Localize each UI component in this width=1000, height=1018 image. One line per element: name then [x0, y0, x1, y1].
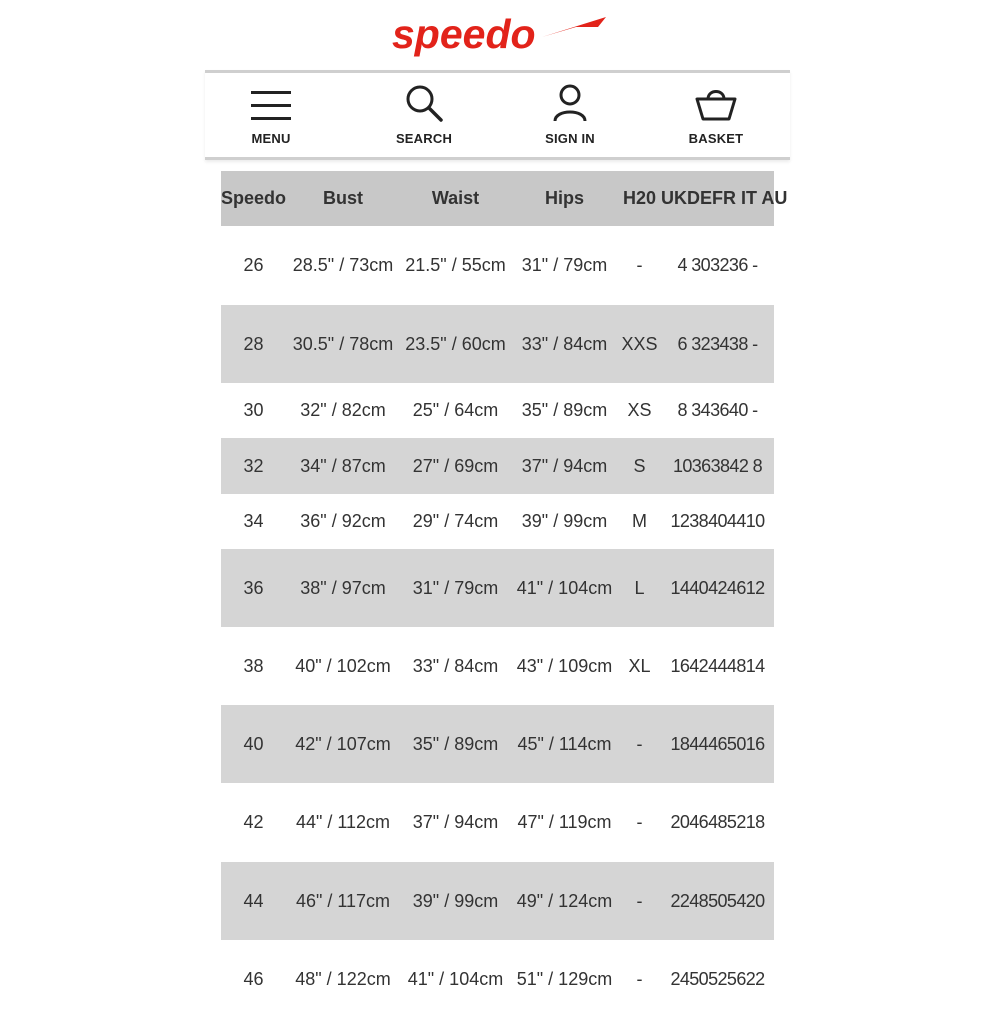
cell-speedo: 30: [243, 400, 264, 420]
nav-menu-button[interactable]: [211, 73, 331, 157]
cell-bust: 36" / 92cm: [300, 511, 386, 531]
size-chart-table: [221, 171, 788, 1018]
cell-h20: -: [618, 705, 661, 783]
table-row: [221, 783, 774, 862]
cell-uk-de-fr-it-au: 10363842 8: [661, 438, 774, 494]
cell-speedo: 42: [243, 812, 264, 832]
cell-bust: 32" / 82cm: [300, 400, 386, 420]
cell-hips: 45" / 114cm: [511, 705, 618, 783]
cell-h20: XL: [628, 655, 651, 676]
cell-bust: 42" / 107cm: [286, 705, 400, 783]
cell-hips: 51" / 129cm: [516, 968, 613, 989]
table-row: [221, 705, 774, 783]
cell-waist: 41" / 104cm: [407, 968, 504, 989]
header-waist: Waist: [400, 171, 511, 226]
cell-hips: 39" / 99cm: [521, 511, 608, 531]
cell-hips: 49" / 124cm: [511, 862, 618, 940]
speedo-logo[interactable]: [392, 10, 608, 58]
cell-uk-de-fr-it-au: 1844465016: [661, 705, 774, 783]
header-speedo: Speedo: [221, 171, 286, 226]
cell-speedo: 32: [221, 438, 286, 494]
cell-bust: 46" / 117cm: [286, 862, 400, 940]
cell-speedo: 34: [243, 511, 264, 531]
cell-hips: 47" / 119cm: [517, 812, 612, 832]
nav-sign-in-button[interactable]: [510, 73, 630, 157]
cell-waist: 37" / 94cm: [412, 812, 499, 832]
header-h20: H20: [618, 171, 661, 226]
search-icon: [404, 83, 444, 123]
cell-waist: 33" / 84cm: [412, 655, 499, 676]
nav-basket-label: BASKET: [688, 131, 744, 146]
cell-uk-de-fr-it-au: 1642444814: [670, 655, 765, 676]
nav-basket-button[interactable]: [656, 73, 776, 157]
cell-uk-de-fr-it-au: 2450525622: [670, 968, 765, 989]
cell-waist: 25" / 64cm: [412, 400, 499, 420]
cell-waist: 31" / 79cm: [400, 549, 511, 627]
cell-bust: 38" / 97cm: [286, 549, 400, 627]
cell-waist: 39" / 99cm: [400, 862, 511, 940]
user-icon: [550, 83, 590, 123]
cell-uk-de-fr-it-au: 6 323438 -: [661, 305, 774, 383]
header-uk-de-fr-it-au: UKDEFR IT AU: [661, 171, 774, 226]
cell-speedo: 40: [221, 705, 286, 783]
cell-uk-de-fr-it-au: 2046485218: [670, 812, 765, 832]
cell-hips: 37" / 94cm: [511, 438, 618, 494]
cell-waist: 23.5" / 60cm: [400, 305, 511, 383]
nav-search-label: SEARCH: [395, 131, 453, 146]
cell-bust: 48" / 122cm: [295, 968, 391, 989]
nav-menu-label: MENU: [251, 131, 291, 146]
cell-waist: 35" / 89cm: [400, 705, 511, 783]
cell-h20: XXS: [618, 305, 661, 383]
cell-hips: 41" / 104cm: [511, 549, 618, 627]
cell-uk-de-fr-it-au: 2248505420: [661, 862, 774, 940]
cell-h20: L: [618, 549, 661, 627]
cell-hips: 31" / 79cm: [521, 255, 608, 275]
cell-h20: M: [632, 511, 647, 531]
boomerang-logo-icon: [540, 15, 608, 39]
cell-speedo: 26: [243, 255, 264, 275]
table-row: [221, 862, 774, 940]
cell-h20: -: [636, 255, 643, 275]
cell-bust: 34" / 87cm: [286, 438, 400, 494]
cell-speedo: 36: [221, 549, 286, 627]
cell-speedo: 44: [221, 862, 286, 940]
cell-h20: -: [636, 812, 643, 832]
logo-text: speedo: [392, 10, 536, 57]
cell-hips: 35" / 89cm: [521, 400, 608, 420]
cell-uk-de-fr-it-au: 8 343640 -: [677, 400, 758, 420]
table-row: [221, 549, 774, 627]
cell-bust: 44" / 112cm: [295, 812, 391, 832]
header-hips: Hips: [511, 171, 618, 226]
cell-uk-de-fr-it-au: 1440424612: [661, 549, 774, 627]
cell-waist: 29" / 74cm: [412, 511, 499, 531]
header-nav: [205, 70, 790, 160]
cell-waist: 27" / 69cm: [400, 438, 511, 494]
cell-speedo: 46: [243, 968, 264, 989]
cell-h20: -: [636, 968, 643, 989]
cell-h20: -: [618, 862, 661, 940]
hamburger-menu-icon: [249, 87, 293, 123]
table-row: [221, 494, 774, 549]
nav-search-button[interactable]: [364, 73, 484, 157]
table-row: [221, 627, 774, 705]
table-row: [221, 940, 774, 1018]
cell-bust: 40" / 102cm: [295, 655, 391, 676]
cell-h20: S: [618, 438, 661, 494]
nav-sign-in-label: SIGN IN: [545, 131, 595, 146]
cell-hips: 33" / 84cm: [511, 305, 618, 383]
cell-speedo: 28: [221, 305, 286, 383]
table-row: [221, 226, 774, 305]
table-row: [221, 305, 774, 383]
cell-bust: 28.5" / 73cm: [292, 255, 394, 275]
table-row: [221, 383, 774, 438]
cell-uk-de-fr-it-au: 1238404410: [670, 511, 765, 531]
cell-bust: 30.5" / 78cm: [286, 305, 400, 383]
basket-icon: [694, 83, 738, 123]
cell-h20: XS: [627, 400, 652, 420]
table-header-row: [221, 171, 774, 226]
header-bust: Bust: [286, 171, 400, 226]
cell-speedo: 38: [243, 655, 264, 676]
cell-waist: 21.5" / 55cm: [405, 255, 506, 275]
cell-hips: 43" / 109cm: [516, 655, 613, 676]
table-row: [221, 438, 774, 494]
cell-uk-de-fr-it-au: 4 303236 -: [677, 255, 758, 275]
